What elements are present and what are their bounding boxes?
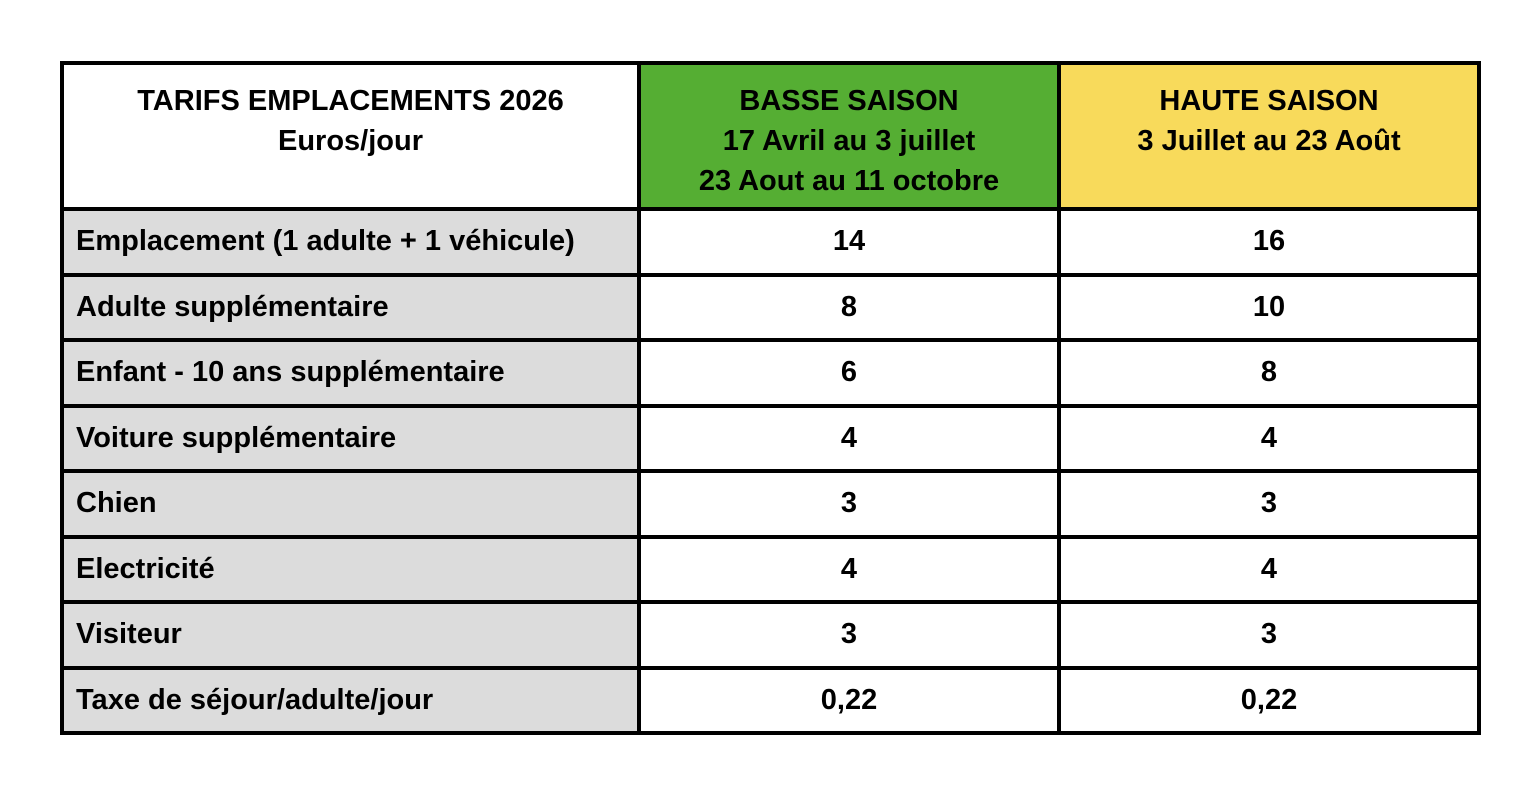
table-row [62, 471, 1479, 537]
haute-saison-value: 0,22 [1059, 668, 1479, 734]
table-row [62, 537, 1479, 603]
table-row [62, 209, 1479, 275]
table-unit: Euros/jour [277, 125, 423, 157]
haute-saison-label: HAUTE SAISON [1159, 85, 1379, 117]
basse-saison-value: 4 [639, 537, 1059, 603]
basse-saison-value: 0,22 [639, 668, 1059, 734]
haute-saison-value: 8 [1059, 340, 1479, 406]
row-label: Adulte supplémentaire [62, 275, 639, 341]
haute-saison-value: 4 [1059, 406, 1479, 472]
table-row [62, 275, 1479, 341]
table-title-cell [62, 63, 639, 209]
row-label: Visiteur [62, 602, 639, 668]
table-row [62, 602, 1479, 668]
basse-saison-value: 3 [639, 471, 1059, 537]
table-title: TARIFS EMPLACEMENTS 2026 [137, 85, 564, 117]
row-label: Voiture supplémentaire [62, 406, 639, 472]
haute-saison-period-1: 3 Juillet au 23 Août [1137, 125, 1401, 157]
basse-saison-period-1: 17 Avril au 3 juillet [722, 125, 976, 157]
basse-saison-value: 4 [639, 406, 1059, 472]
row-label: Taxe de séjour/adulte/jour [62, 668, 639, 734]
tarifs-table [60, 61, 1481, 735]
basse-saison-period-2: 23 Aout au 11 octobre [698, 165, 1000, 197]
row-label: Chien [62, 471, 639, 537]
basse-saison-value: 8 [639, 275, 1059, 341]
table-row [62, 340, 1479, 406]
row-label: Emplacement (1 adulte + 1 véhicule) [62, 209, 639, 275]
basse-saison-header [639, 63, 1059, 209]
haute-saison-header [1059, 63, 1479, 209]
haute-saison-value: 3 [1059, 471, 1479, 537]
haute-saison-value: 10 [1059, 275, 1479, 341]
basse-saison-value: 6 [639, 340, 1059, 406]
table-row [62, 406, 1479, 472]
row-label: Electricité [62, 537, 639, 603]
row-label: Enfant - 10 ans supplémentaire [62, 340, 639, 406]
haute-saison-value: 16 [1059, 209, 1479, 275]
haute-saison-value: 4 [1059, 537, 1479, 603]
basse-saison-value: 3 [639, 602, 1059, 668]
haute-saison-value: 3 [1059, 602, 1479, 668]
table-row [62, 668, 1479, 734]
table-header-row [62, 63, 1479, 209]
basse-saison-value: 14 [639, 209, 1059, 275]
basse-saison-label: BASSE SAISON [739, 85, 959, 117]
